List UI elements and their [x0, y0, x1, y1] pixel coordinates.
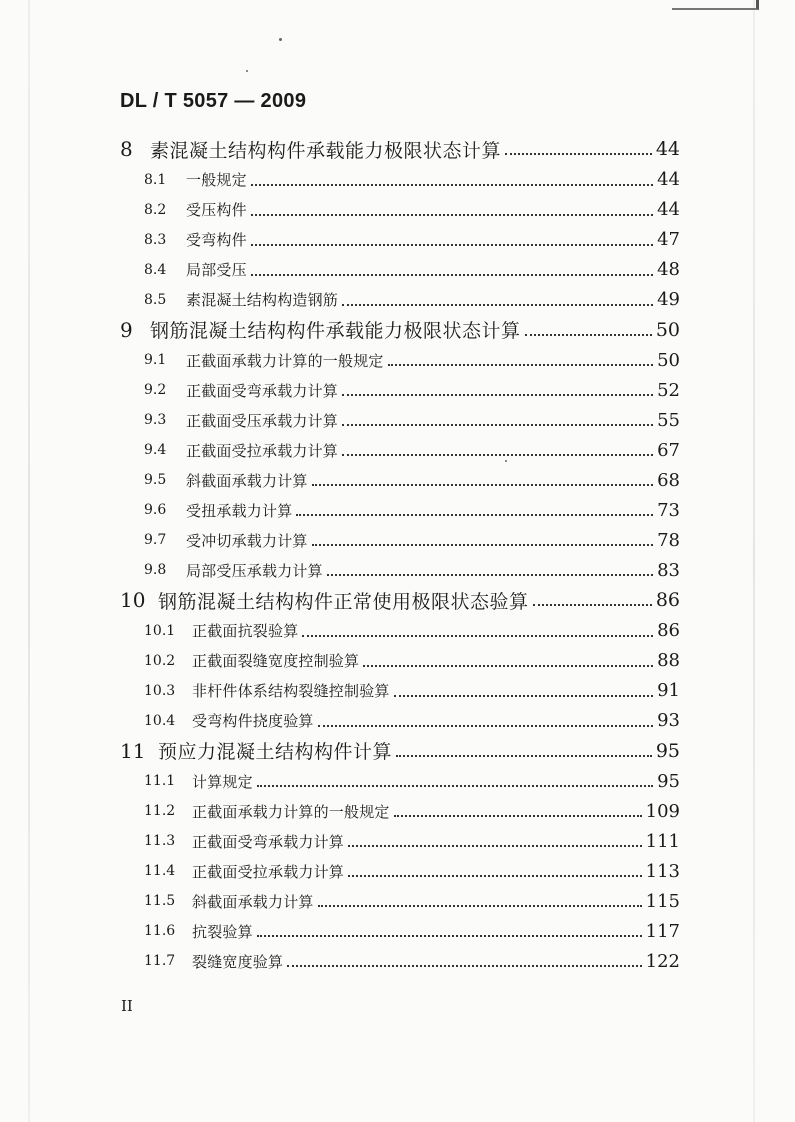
toc-page-number: 50: [655, 318, 680, 341]
toc-entry-title: 抗裂验算: [192, 922, 253, 941]
toc-entry-title: 正截面承载力计算的一般规定: [186, 351, 384, 370]
toc-page-number: 44: [657, 169, 680, 190]
toc-chapter-entry[interactable]: [120, 315, 680, 346]
toc-section-entry[interactable]: [120, 946, 680, 976]
toc-dot-leader: [318, 905, 642, 907]
toc-section-entry[interactable]: [120, 676, 680, 706]
toc-entry-number: 8: [120, 137, 133, 162]
toc-entry-number: 8.3: [144, 231, 167, 248]
toc-dot-leader: [296, 514, 653, 516]
toc-entry-title: 预应力混凝土结构构件计算: [158, 741, 393, 764]
toc-section-entry[interactable]: [120, 405, 680, 435]
scan-speck: [279, 38, 282, 41]
toc-entry-title: 钢筋混凝土结构构件承载能力极限状态计算: [150, 320, 521, 343]
toc-entry-number: 9.6: [144, 502, 167, 518]
toc-entry-number: 11.2: [144, 803, 176, 819]
toc-entry-title: 一般规定: [186, 171, 247, 189]
toc-section-entry[interactable]: [120, 796, 680, 826]
toc-page-number: 50: [657, 349, 680, 371]
toc-entry-title: 正截面承载力计算的一般规定: [192, 802, 390, 821]
toc-entry-number: 11.1: [144, 773, 176, 789]
toc-entry-number: 11.7: [144, 953, 176, 969]
toc-page-number: 86: [657, 620, 680, 641]
toc-page-number: 78: [657, 529, 680, 551]
toc-dot-leader: [363, 665, 653, 667]
toc-entry-number: 9.3: [144, 412, 167, 428]
toc-section-entry[interactable]: [120, 345, 680, 375]
toc-entry-number: 11.5: [144, 893, 176, 909]
toc-chapter-entry[interactable]: [120, 134, 680, 165]
toc-entry-title: 正截面受拉承载力计算: [192, 862, 345, 881]
toc-entry-title: 裂缝宽度验算: [192, 952, 284, 971]
toc-section-entry[interactable]: [120, 435, 680, 465]
toc-dot-leader: [318, 725, 653, 727]
toc-page-number: 52: [657, 379, 680, 401]
toc-page-number: 55: [657, 409, 680, 431]
toc-entry-number: 11.3: [144, 833, 176, 849]
toc-dot-leader: [342, 424, 653, 426]
toc-page-number: 73: [657, 499, 680, 521]
toc-dot-leader: [505, 153, 652, 155]
toc-section-entry[interactable]: [120, 706, 680, 736]
toc-dot-leader: [257, 935, 642, 937]
toc-entry-title: 斜截面承载力计算: [186, 471, 308, 490]
toc-page-number: 122: [645, 950, 680, 972]
toc-entry-number: 8.2: [144, 201, 167, 218]
toc-section-entry[interactable]: [120, 165, 680, 195]
toc-page-number: 91: [657, 680, 680, 701]
toc-dot-leader: [342, 394, 653, 396]
toc-entry-number: 9.1: [144, 352, 167, 368]
toc-page-number: 49: [657, 289, 680, 310]
toc-section-entry[interactable]: [120, 616, 680, 646]
toc-page-number: 95: [655, 739, 680, 762]
toc-dot-leader: [394, 815, 642, 817]
toc-page-number: 68: [657, 469, 680, 491]
toc-entry-title: 正截面受压承载力计算: [186, 411, 339, 430]
toc-section-entry[interactable]: [120, 916, 680, 946]
toc-entry-number: 10.1: [144, 622, 176, 639]
scan-edge-right: [753, 0, 755, 1122]
toc-dot-leader: [533, 604, 652, 606]
toc-dot-leader: [396, 755, 652, 757]
toc-page-number: 48: [657, 259, 680, 280]
toc-entry-title: 素混凝土结构构造钢筋: [186, 291, 339, 309]
toc-entry-title: 钢筋混凝土结构构件正常使用极限状态验算: [158, 590, 529, 613]
toc-section-entry[interactable]: [120, 766, 680, 796]
toc-section-entry[interactable]: [120, 195, 680, 225]
toc-entry-title: 斜截面承载力计算: [192, 892, 314, 911]
toc-entry-number: 9.8: [144, 562, 167, 578]
toc-entry-title: 正截面裂缝宽度控制验算: [192, 652, 360, 670]
scan-speck: [246, 70, 248, 72]
toc-section-entry[interactable]: [120, 375, 680, 405]
toc-entry-number: 11.6: [144, 923, 176, 939]
toc-entry-number: 8.5: [144, 291, 167, 308]
toc-page-number: 113: [645, 860, 680, 882]
toc-dot-leader: [302, 635, 653, 637]
toc-section-entry[interactable]: [120, 646, 680, 676]
toc-page-number: 93: [657, 710, 680, 731]
toc-entry-number: 10.2: [144, 652, 176, 669]
toc-chapter-entry[interactable]: [120, 585, 680, 616]
toc-section-entry[interactable]: [120, 255, 680, 285]
toc-dot-leader: [251, 274, 653, 276]
toc-dot-leader: [342, 454, 653, 456]
toc-entry-number: 9.5: [144, 472, 167, 488]
toc-entry-title: 正截面受拉承载力计算: [186, 441, 339, 460]
toc-section-entry[interactable]: [120, 525, 680, 555]
toc-entry-number: 10: [120, 588, 146, 613]
standard-code: DL / T 5057 — 2009: [120, 90, 307, 112]
toc-entry-title: 局部受压承载力计算: [186, 561, 323, 580]
toc-dot-leader: [327, 574, 653, 576]
toc-dot-leader: [388, 364, 653, 366]
toc-entry-number: 10.4: [144, 712, 176, 729]
toc-page-number: 83: [657, 559, 680, 581]
toc-entry-title: 素混凝土结构构件承载能力极限状态计算: [150, 139, 502, 162]
toc-page-number: 111: [645, 830, 680, 852]
toc-entry-number: 8.4: [144, 261, 167, 278]
toc-entry-number: 9: [120, 317, 133, 342]
toc-section-entry[interactable]: [120, 285, 680, 315]
scan-edge-left: [28, 0, 30, 1122]
toc-entry-title: 受扭承载力计算: [186, 501, 293, 520]
page-folio: II: [121, 997, 133, 1015]
toc-page-number: 67: [657, 439, 680, 461]
toc-page-number: 44: [655, 138, 680, 161]
toc-entry-title: 正截面受弯承载力计算: [186, 381, 339, 400]
toc-entry-number: 8.1: [144, 171, 167, 188]
toc-dot-leader: [525, 334, 652, 336]
toc-page-number: 115: [645, 890, 680, 912]
toc-page-number: 44: [657, 199, 680, 220]
toc-section-entry[interactable]: [120, 856, 680, 886]
toc-dot-leader: [312, 544, 653, 546]
toc-dot-leader: [251, 184, 653, 186]
toc-entry-number: 11: [120, 738, 146, 763]
toc-section-entry[interactable]: [120, 886, 680, 916]
toc-entry-title: 受冲切承载力计算: [186, 531, 308, 550]
toc-page-number: 47: [657, 229, 680, 250]
toc-page-number: 86: [655, 589, 680, 612]
toc-section-entry[interactable]: [120, 495, 680, 525]
toc-entry-title: 局部受压: [186, 261, 247, 279]
toc-entry-title: 受弯构件挠度验算: [192, 712, 314, 730]
toc-dot-leader: [251, 214, 653, 216]
toc-section-entry[interactable]: [120, 465, 680, 495]
toc-dot-leader: [257, 785, 653, 787]
toc-entry-title: 正截面抗裂验算: [192, 622, 299, 640]
toc-entry-title: 计算规定: [192, 772, 253, 791]
toc-dot-leader: [394, 695, 653, 697]
toc-entry-title: 受压构件: [186, 201, 247, 219]
toc-section-entry[interactable]: [120, 555, 680, 585]
toc-entry-title: 正截面受弯承载力计算: [192, 832, 345, 851]
toc-section-entry[interactable]: [120, 826, 680, 856]
toc-entry-title: 非杆件体系结构裂缝控制验算: [192, 682, 390, 700]
table-of-contents: [120, 134, 680, 976]
toc-page-number: 88: [657, 650, 680, 671]
toc-page-number: 109: [645, 800, 680, 822]
toc-entry-number: 10.3: [144, 682, 176, 699]
toc-dot-leader: [342, 304, 653, 306]
toc-dot-leader: [348, 845, 642, 847]
toc-chapter-entry[interactable]: [120, 736, 680, 767]
toc-section-entry[interactable]: [120, 225, 680, 255]
toc-dot-leader: [348, 875, 642, 877]
toc-page-number: 117: [645, 920, 680, 942]
toc-entry-number: 11.4: [144, 863, 176, 879]
toc-dot-leader: [312, 484, 653, 486]
toc-entry-number: 9.7: [144, 532, 167, 548]
toc-entry-title: 受弯构件: [186, 231, 247, 249]
toc-entry-number: 9.2: [144, 382, 167, 398]
scan-corner-mark: [672, 0, 759, 10]
toc-page-number: 95: [657, 770, 680, 792]
toc-entry-number: 9.4: [144, 442, 167, 458]
toc-dot-leader: [251, 244, 653, 246]
toc-dot-leader: [287, 965, 641, 967]
